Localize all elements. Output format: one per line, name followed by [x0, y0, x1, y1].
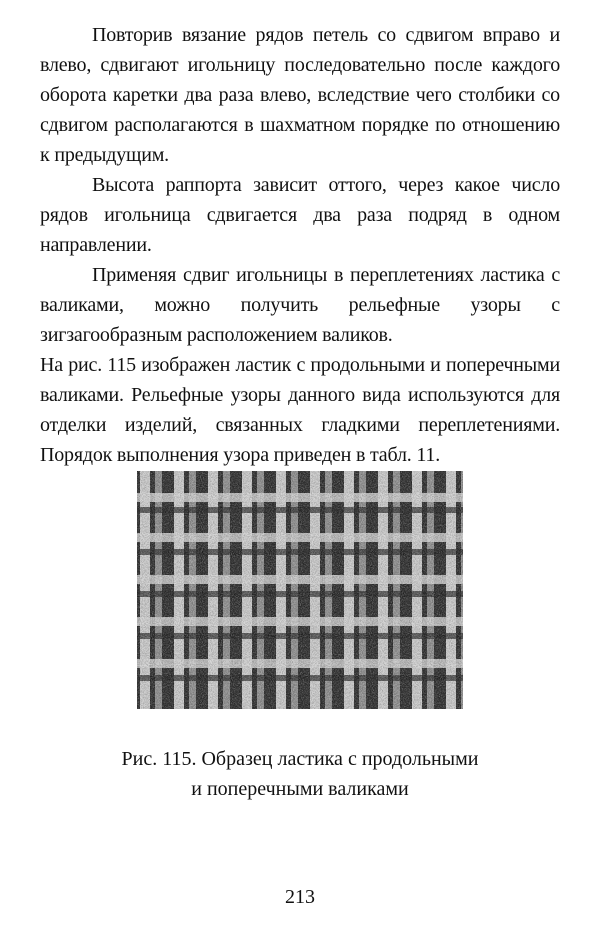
paragraph-3: Применяя сдвиг игольницы в переплетениях ластика с валиками, можно получить рельефные узоры с зигзагообразным расположением валиков.: [40, 264, 560, 346]
caption-line-2: и поперечными валиками: [191, 778, 409, 800]
paragraph-1: Повторив вязание рядов петель со сдвигом вправо и влево, сдвигают игольницу последовательно после каждого оборота каретки два раза влево, вследствие чего столбики со сдвигом располагаются в шахматном порядке по отношению к предыдущим.: [40, 24, 560, 166]
page-number: 213: [285, 886, 315, 908]
caption-line-1: Рис. 115. Образец ластика с продольными: [121, 748, 479, 770]
knit-texture-image: [137, 471, 463, 709]
figure-caption: [60, 744, 540, 804]
paragraph-2: Высота раппорта зависит оттого, через какое число рядов игольница сдвигается два раза подряд в одном направлении.: [40, 174, 560, 256]
knit-sample-photo: [137, 471, 463, 709]
paragraph-4: На рис. 115 изображен ластик с продольными и поперечными валиками. Рельефные узоры данного вида используются для отделки изделий, связанных гладкими переплетениями. Порядок выполнения узора приведен в табл. 11.: [40, 354, 560, 466]
body-text: [40, 20, 560, 470]
